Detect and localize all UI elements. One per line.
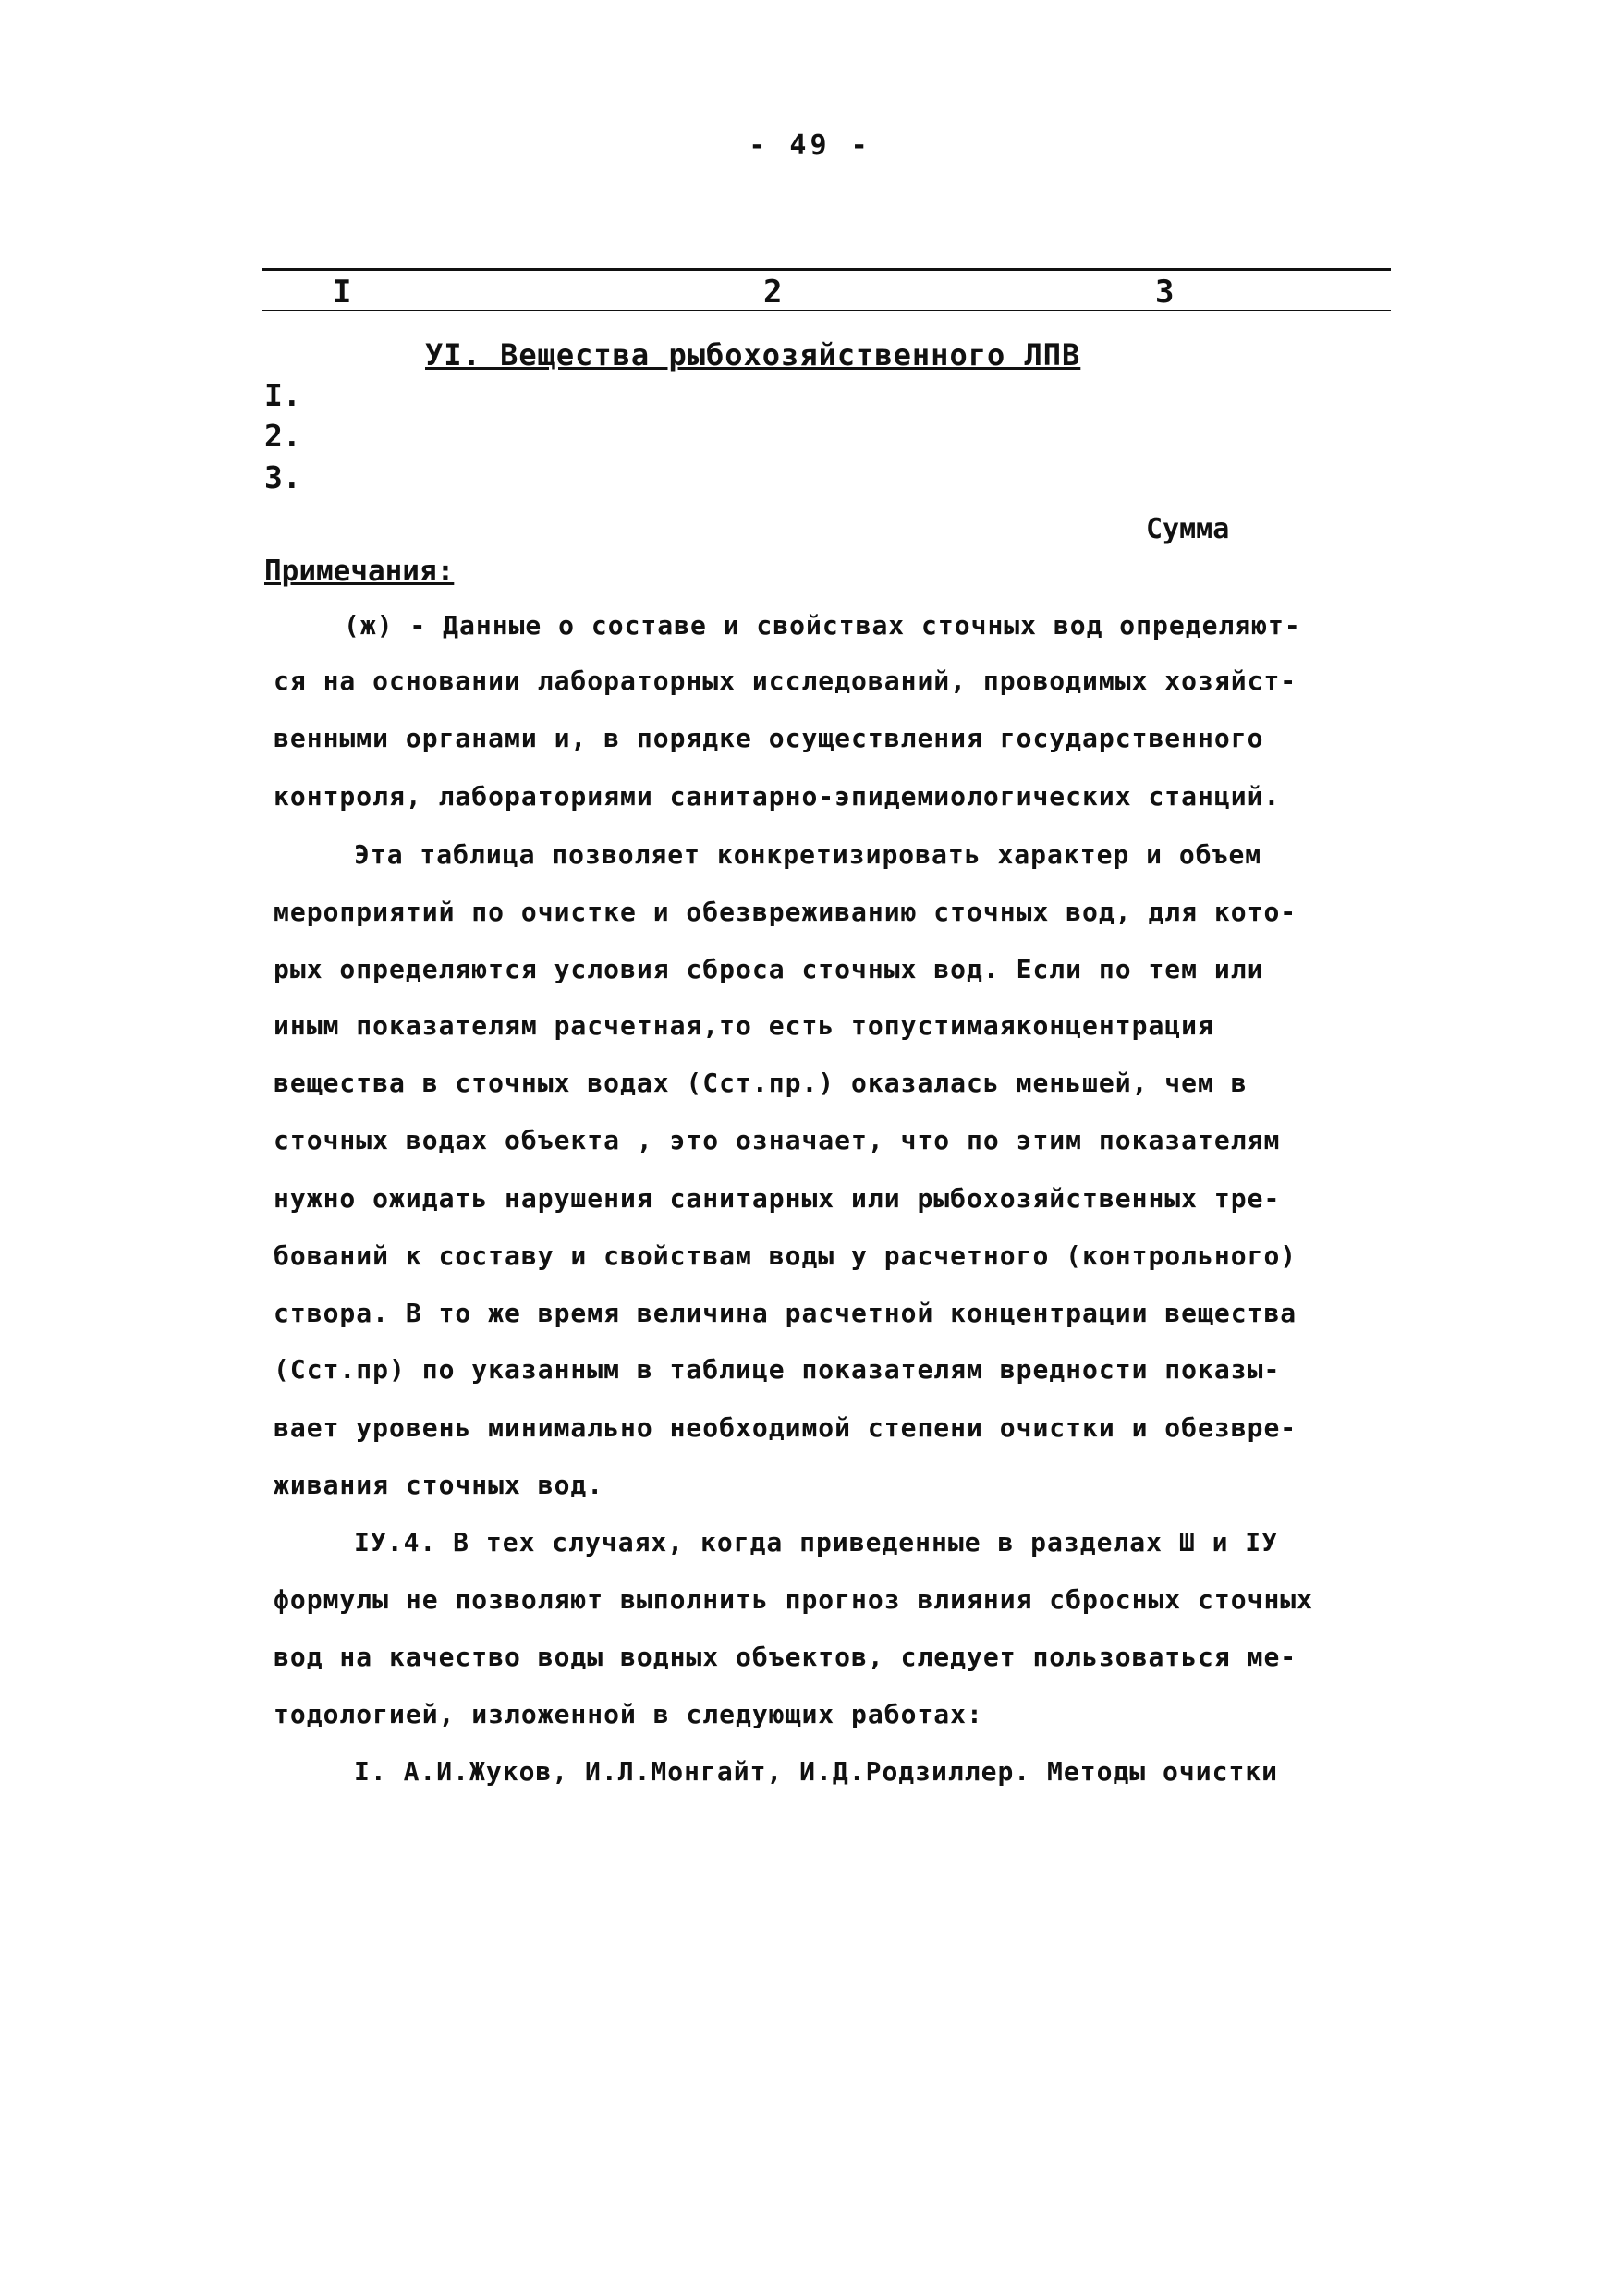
notes-line: венными органами и, в порядке осуществления государственного [274, 723, 1264, 753]
column-header-3: 3 [1155, 274, 1175, 311]
notes-line: сточных водах объекта , это означает, что по этим показателям [274, 1125, 1281, 1155]
notes-line: формулы не позволяют выполнить прогноз влияния сбросных сточных [274, 1584, 1314, 1615]
notes-line: створа. В то же время величина расчетной концентрации вещества [274, 1298, 1297, 1328]
notes-line: контроля, лабораториями санитарно-эпидемиологических станций. [274, 781, 1281, 812]
notes-line: иным показателям расчетная,то есть топустимаяконцентрация [274, 1010, 1214, 1041]
table-top-rule [262, 268, 1391, 271]
notes-line: тодологией, изложенной в следующих работах: [274, 1699, 983, 1729]
notes-line: I. А.И.Жуков, И.Л.Монгайт, И.Д.Родзиллер. Методы очистки [354, 1756, 1279, 1787]
notes-line: вает уровень минимально необходимой степени очистки и обезвре- [274, 1412, 1297, 1443]
notes-line: вод на качество воды водных объектов, следует пользоваться ме- [274, 1642, 1297, 1672]
table-row-2: 2. [264, 418, 301, 454]
notes-line: вещества в сточных водах (Сст.пр.) оказалась меньшей, чем в [274, 1068, 1248, 1098]
notes-line: живания сточных вод. [274, 1470, 604, 1500]
table-row-3: 3. [264, 459, 301, 495]
table-header-rule [262, 310, 1391, 311]
notes-line: ся на основании лабораторных исследований, проводимых хозяйст- [274, 666, 1297, 696]
table-row-1: I. [264, 377, 301, 413]
notes-line: нужно ожидать нарушения санитарных или рыбохозяйственных тре- [274, 1183, 1281, 1214]
notes-line: Эта таблица позволяет конкретизировать характер и объем [354, 839, 1262, 870]
notes-line: рых определяются условия сброса сточных вод. Если по тем или [274, 954, 1264, 984]
notes-line: бований к составу и свойствам воды у расчетного (контрольного) [274, 1240, 1297, 1271]
column-header-1: I [333, 274, 352, 311]
column-header-2: 2 [763, 274, 783, 311]
notes-line: (Сст.пр) по указанным в таблице показателям вредности показы- [274, 1354, 1281, 1385]
notes-line: IУ.4. В тех случаях, когда приведенные в разделах Ш и IУ [354, 1527, 1279, 1557]
notes-heading: Примечания: [264, 555, 455, 588]
notes-line: мероприятий по очистке и обезвреживанию сточных вод, для кото- [274, 897, 1297, 927]
page-number: - 49 - [749, 129, 871, 162]
notes-line: (ж) - Данные о составе и свойствах сточных вод определяют- [344, 610, 1301, 641]
sum-label: Сумма [1146, 513, 1230, 545]
section-title: УI. Вещества рыбохозяйственного ЛПВ [425, 337, 1081, 372]
